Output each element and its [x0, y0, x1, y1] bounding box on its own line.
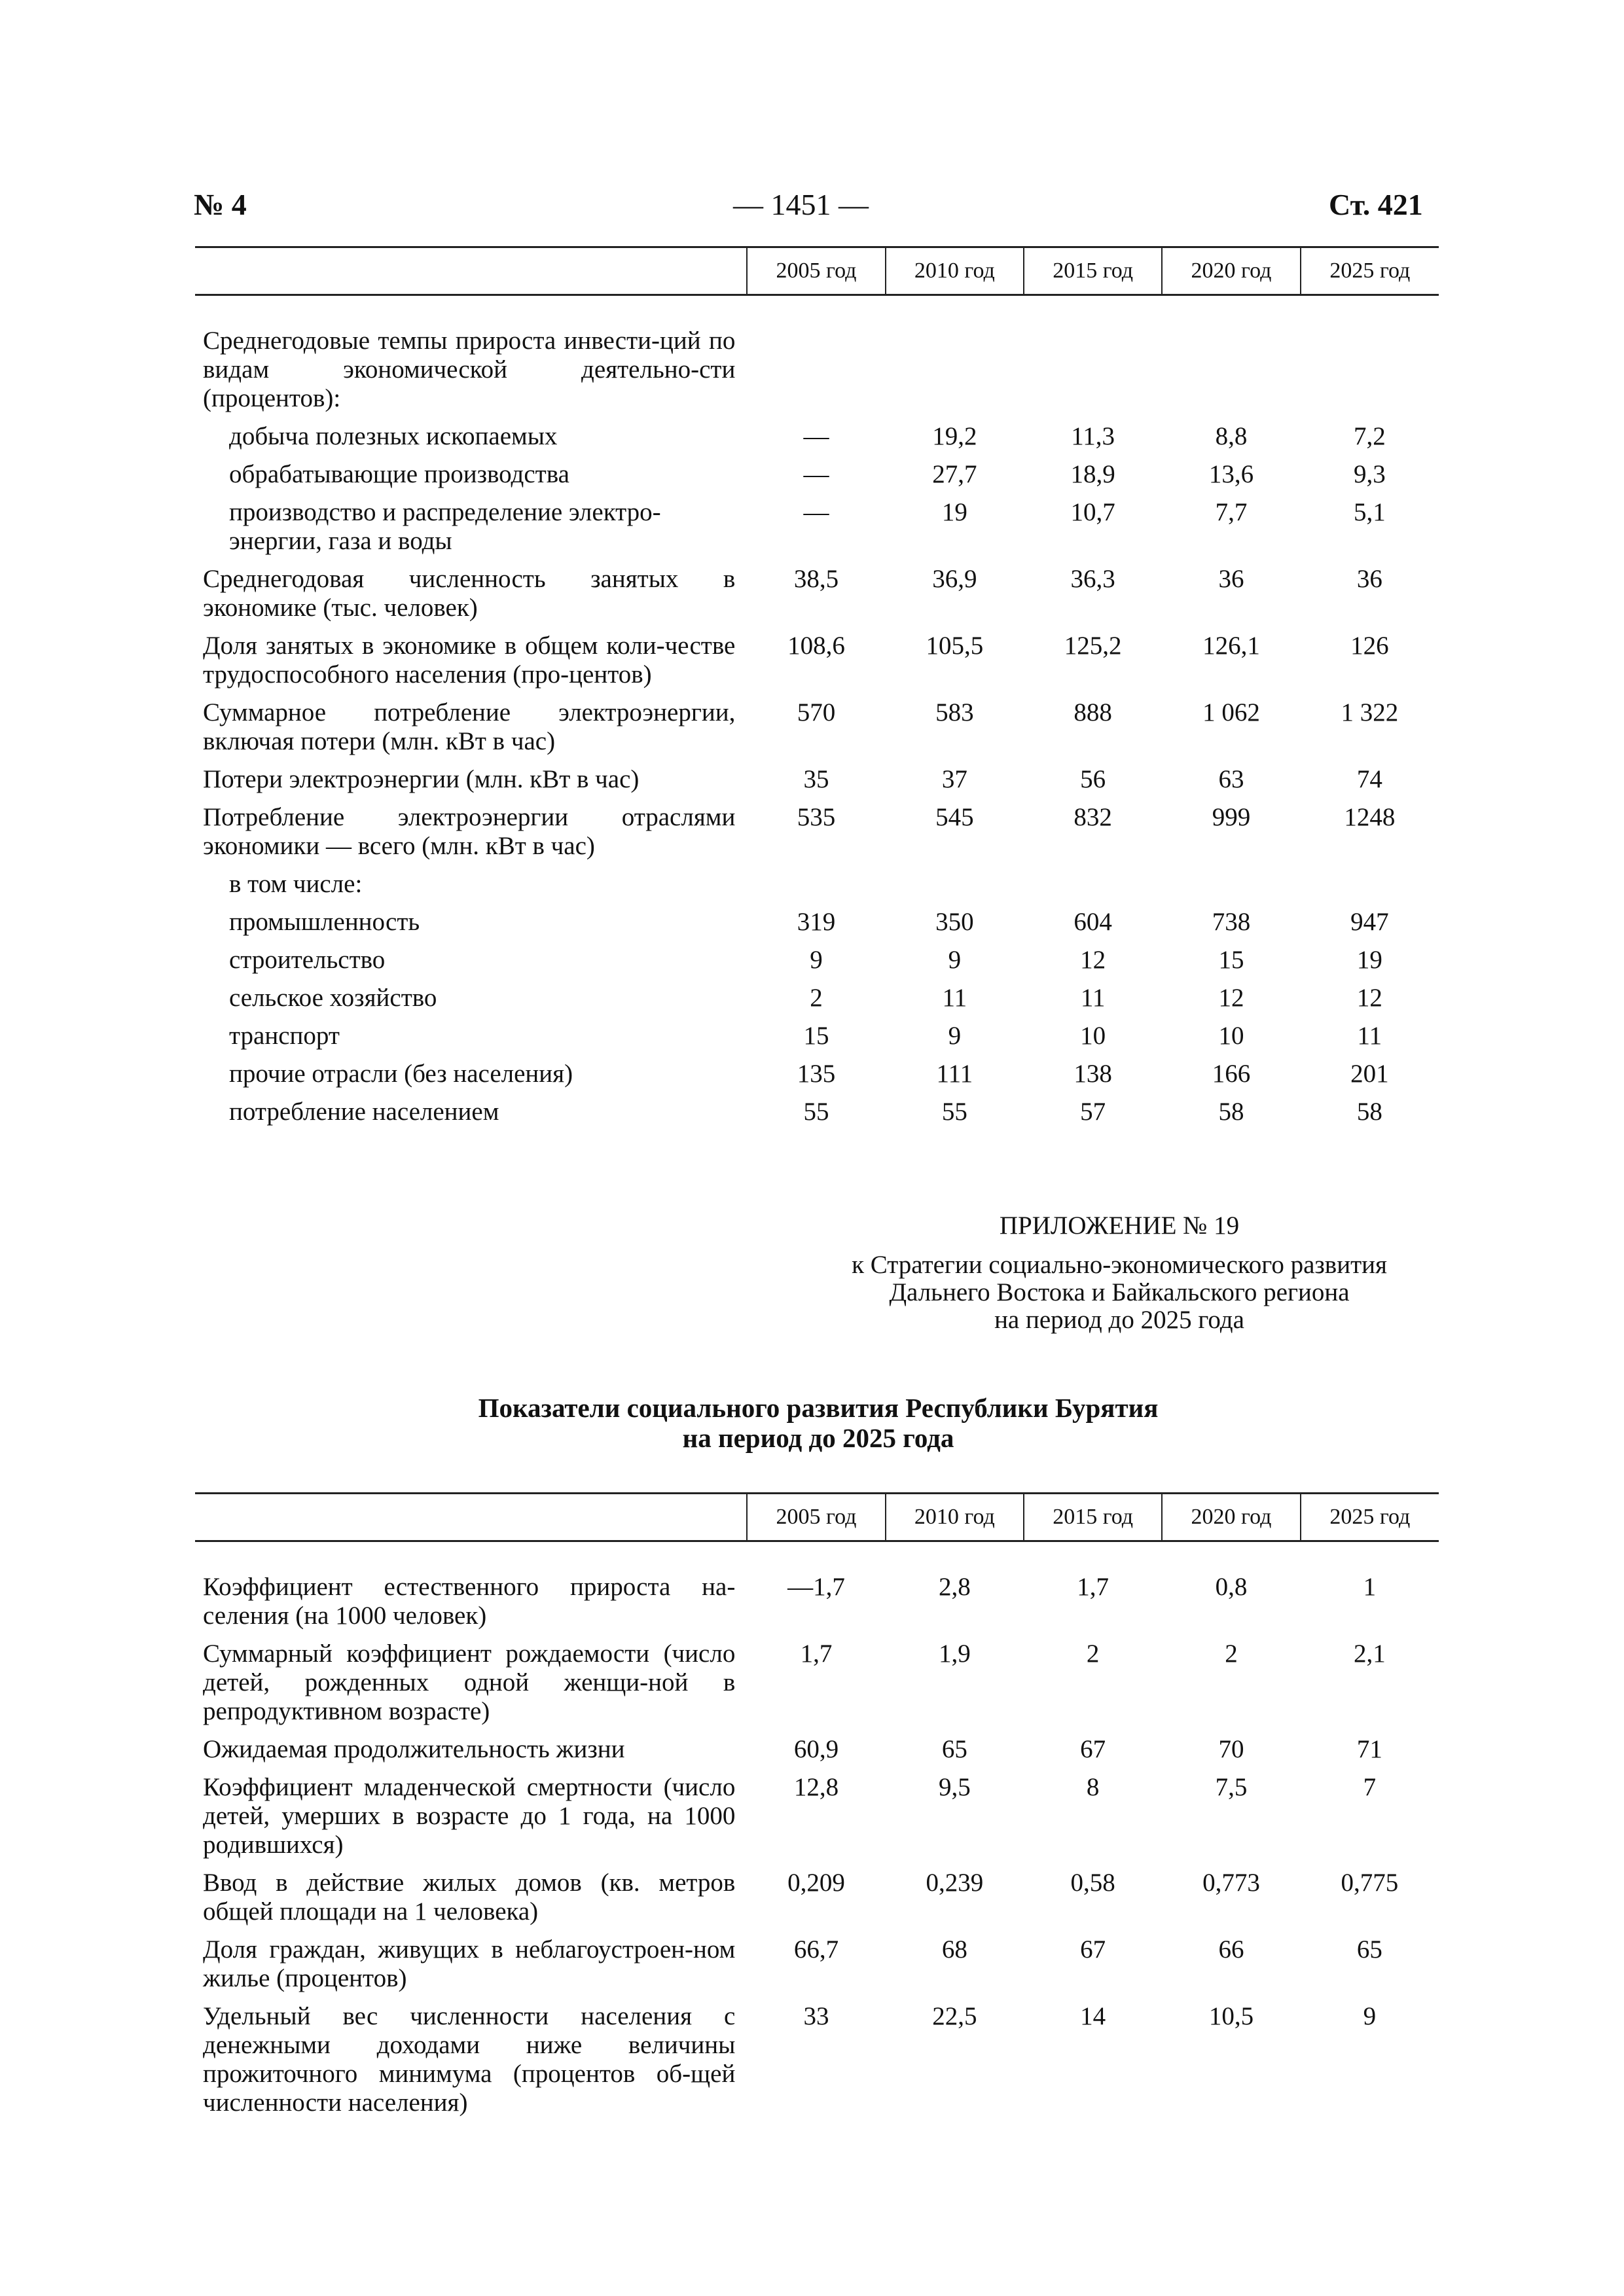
value-cell	[1301, 865, 1439, 903]
value-cell: 105,5	[926, 632, 984, 660]
value-cell: 19	[1356, 946, 1382, 974]
value-cell: 57	[1080, 1098, 1106, 1126]
value-cell: 10,5	[1208, 2002, 1254, 2030]
table-row	[195, 903, 1439, 941]
value-cell: 33	[803, 2002, 829, 2030]
value-cell: 832	[1074, 803, 1112, 831]
value-cell: 18,9	[1070, 460, 1115, 488]
row-label: потребление населением	[229, 1098, 499, 1126]
table-row	[195, 941, 1439, 979]
table-row	[195, 1568, 1439, 1635]
value-cell: 8	[1086, 1773, 1100, 1801]
value-cell: —	[803, 422, 829, 450]
row-label: Коэффициент естественного прироста на-селения (на 1000 человек)	[203, 1573, 736, 1630]
value-cell: 13,6	[1208, 460, 1254, 488]
year-header: 2005 год	[747, 1494, 885, 1541]
row-label: промышленность	[229, 908, 420, 936]
value-cell: 201	[1350, 1060, 1389, 1088]
value-cell: 947	[1350, 908, 1389, 936]
row-label: строительство	[229, 946, 386, 974]
value-cell: 319	[797, 908, 836, 936]
value-cell: 166	[1212, 1060, 1251, 1088]
table-row	[195, 627, 1439, 694]
value-cell: 10	[1080, 1022, 1106, 1050]
value-cell: 12	[1218, 984, 1244, 1012]
value-cell: 7,2	[1353, 422, 1386, 450]
value-cell: 9	[948, 1022, 962, 1050]
value-cell: 583	[935, 698, 974, 726]
row-label: обрабатывающие производства	[229, 460, 569, 488]
table-spacer-row	[195, 295, 1439, 323]
value-cell: 111	[936, 1060, 973, 1088]
row-label: Доля граждан, живущих в неблагоустроен-ном жилье (процентов)	[203, 1935, 736, 1992]
value-cell: 888	[1074, 698, 1112, 726]
value-cell: 38,5	[793, 565, 839, 593]
row-label: Доля занятых в экономике в общем коли-честве трудоспособного населения (про-центов)	[203, 632, 736, 689]
year-header: 2010 год	[886, 1494, 1024, 1541]
value-cell: 36	[1356, 565, 1382, 593]
value-cell: 350	[935, 908, 974, 936]
issue-number: № 4	[194, 188, 247, 221]
table-row	[195, 979, 1439, 1017]
table-header-row	[195, 1494, 1439, 1541]
value-cell: 15	[1218, 946, 1244, 974]
value-cell	[1301, 322, 1439, 418]
value-cell: 0,239	[926, 1869, 984, 1897]
value-cell: 7,5	[1215, 1773, 1248, 1801]
table-body	[195, 295, 1439, 1132]
value-cell: 125,2	[1064, 632, 1122, 660]
row-label: Ожидаемая продолжительность жизни	[203, 1735, 625, 1763]
value-cell: 11	[1357, 1022, 1382, 1050]
value-cell: 66,7	[793, 1935, 839, 1964]
row-label: Среднегодовые темпы прироста инвести-ций по видам экономической деятельно-сти (процентов):	[203, 327, 736, 412]
header-blank-cell	[195, 247, 747, 295]
value-cell: 74	[1356, 765, 1382, 793]
table-row	[195, 456, 1439, 493]
table-row	[195, 1998, 1439, 2122]
table-row	[195, 1731, 1439, 1768]
table-body	[195, 1541, 1439, 2123]
appendix-line: к Стратегии социально-экономического развития	[852, 1251, 1387, 1279]
value-cell	[1024, 322, 1162, 418]
value-cell: 738	[1212, 908, 1251, 936]
value-cell: 37	[941, 765, 967, 793]
value-cell	[1024, 865, 1162, 903]
section-title	[393, 1393, 1244, 1453]
value-cell: 9	[1363, 2002, 1377, 2030]
value-cell: 27,7	[932, 460, 977, 488]
value-cell: 60,9	[793, 1735, 839, 1763]
value-cell: 1,7	[1077, 1573, 1110, 1601]
value-cell: 2,8	[938, 1573, 971, 1601]
value-cell: 1248	[1344, 803, 1396, 831]
value-cell: 9,3	[1353, 460, 1386, 488]
value-cell	[1162, 865, 1300, 903]
value-cell: 36,9	[932, 565, 977, 593]
table-row	[195, 1017, 1439, 1055]
value-cell	[886, 865, 1024, 903]
row-label: добыча полезных ископаемых	[229, 422, 558, 450]
value-cell: 65	[941, 1735, 967, 1763]
appendix-reference	[805, 1251, 1434, 1334]
value-cell: 545	[935, 803, 974, 831]
value-cell: 1 062	[1202, 698, 1260, 726]
table-row	[195, 798, 1439, 865]
value-cell: 11,3	[1071, 422, 1115, 450]
year-header: 2015 год	[1024, 1494, 1162, 1541]
table-row	[195, 1093, 1439, 1131]
value-cell: 22,5	[932, 2002, 977, 2030]
row-label: Среднегодовая численность занятых в экономике (тыс. человек)	[203, 565, 736, 622]
value-cell: 135	[797, 1060, 836, 1088]
table-row	[195, 1768, 1439, 1864]
value-cell: 10	[1218, 1022, 1244, 1050]
article-number: Ст. 421	[1329, 188, 1423, 221]
value-cell: 11	[1080, 984, 1106, 1012]
table-row	[195, 560, 1439, 627]
table-row	[195, 1864, 1439, 1931]
value-cell: —	[803, 460, 829, 488]
row-label: Удельный вес численности населения с денежными доходами ниже величины прожиточного минимума (процентов об-щей численности населения)	[203, 2002, 736, 2117]
value-cell: 2	[1086, 1640, 1100, 1668]
value-cell: 126,1	[1202, 632, 1260, 660]
spacer-cell	[195, 295, 1439, 323]
year-header: 2020 год	[1162, 247, 1300, 295]
value-cell: 65	[1356, 1935, 1382, 1964]
year-header: 2010 год	[886, 247, 1024, 295]
value-cell: 67	[1080, 1735, 1106, 1763]
value-cell: 56	[1080, 765, 1106, 793]
row-label: прочие отрасли (без населения)	[229, 1060, 573, 1088]
value-cell	[1162, 322, 1300, 418]
year-header: 2005 год	[747, 247, 885, 295]
row-label: Потребление электроэнергии отраслями экономики — всего (млн. кВт в час)	[203, 803, 736, 860]
value-cell: 70	[1218, 1735, 1244, 1763]
spacer-cell	[195, 1541, 1439, 1569]
value-cell: 67	[1080, 1935, 1106, 1964]
value-cell: 58	[1218, 1098, 1244, 1126]
value-cell: 9	[810, 946, 823, 974]
value-cell: 12	[1356, 984, 1382, 1012]
value-cell: 63	[1218, 765, 1244, 793]
value-cell	[747, 322, 885, 418]
value-cell: 8,8	[1215, 422, 1248, 450]
value-cell: 58	[1356, 1098, 1382, 1126]
row-label: Потери электроэнергии (млн. кВт в час)	[203, 765, 640, 793]
value-cell: 12	[1080, 946, 1106, 974]
row-label: Суммарное потребление электроэнергии, включая потери (млн. кВт в час)	[203, 698, 736, 755]
value-cell: 7,7	[1215, 498, 1248, 526]
value-cell: 12,8	[793, 1773, 839, 1801]
value-cell: 19	[941, 498, 967, 526]
value-cell: 9	[948, 946, 962, 974]
value-cell: 0,8	[1215, 1573, 1248, 1601]
value-cell: 19,2	[932, 422, 977, 450]
value-cell: 604	[1074, 908, 1112, 936]
appendix-title: ПРИЛОЖЕНИЕ № 19	[999, 1211, 1240, 1240]
value-cell: 0,775	[1341, 1869, 1399, 1897]
value-cell: 126	[1350, 632, 1389, 660]
value-cell: —1,7	[787, 1573, 845, 1601]
value-cell: 0,58	[1070, 1869, 1115, 1897]
value-cell	[886, 322, 1024, 418]
appendix-line: Дальнего Востока и Байкальского региона	[889, 1278, 1350, 1306]
value-cell: 68	[941, 1935, 967, 1964]
page-number: — 1451 —	[733, 188, 869, 221]
table-row	[195, 418, 1439, 456]
row-label: Ввод в действие жилых домов (кв. метров общей площади на 1 человека)	[203, 1869, 736, 1926]
table-spacer-row	[195, 1541, 1439, 1569]
table-row	[195, 1055, 1439, 1093]
value-cell: 35	[803, 765, 829, 793]
value-cell: 1,7	[800, 1640, 833, 1668]
value-cell: 1 322	[1341, 698, 1399, 726]
value-cell: 36	[1218, 565, 1244, 593]
appendix-line: на период до 2025 года	[994, 1306, 1244, 1334]
value-cell: 10,7	[1070, 498, 1115, 526]
value-cell: 570	[797, 698, 836, 726]
value-cell: 999	[1212, 803, 1251, 831]
table-row	[195, 865, 1439, 903]
row-label: производство и распределение электро-энергии, газа и воды	[229, 498, 661, 555]
value-cell: 5,1	[1353, 498, 1386, 526]
value-cell: 36,3	[1070, 565, 1115, 593]
year-header: 2025 год	[1301, 247, 1439, 295]
value-cell: 9,5	[938, 1773, 971, 1801]
value-cell: 7	[1363, 1773, 1377, 1801]
value-cell: 0,773	[1202, 1869, 1260, 1897]
table-row	[195, 322, 1439, 418]
value-cell: 71	[1356, 1735, 1382, 1763]
value-cell: 1	[1363, 1573, 1377, 1601]
value-cell: 2	[810, 984, 823, 1012]
value-cell: 55	[803, 1098, 829, 1126]
row-label: транспорт	[229, 1022, 340, 1050]
value-cell: 1,9	[938, 1640, 971, 1668]
table-header-row	[195, 247, 1439, 295]
value-cell: 108,6	[787, 632, 845, 660]
social-indicators-table	[195, 1492, 1439, 2122]
year-header: 2025 год	[1301, 1494, 1439, 1541]
table-row	[195, 761, 1439, 798]
section-title-line: на период до 2025 года	[682, 1423, 954, 1453]
investment-energy-table	[195, 246, 1439, 1131]
value-cell: 66	[1218, 1935, 1244, 1964]
value-cell: 2,1	[1353, 1640, 1386, 1668]
table-row	[195, 694, 1439, 761]
value-cell: —	[803, 498, 829, 526]
value-cell: 138	[1074, 1060, 1112, 1088]
value-cell: 535	[797, 803, 836, 831]
year-header: 2020 год	[1162, 1494, 1300, 1541]
table-row	[195, 1635, 1439, 1731]
table-row	[195, 1931, 1439, 1998]
row-label: Суммарный коэффициент рождаемости (число детей, рожденных одной женщи-ной в репродуктивном возрасте)	[203, 1640, 736, 1725]
value-cell: 14	[1080, 2002, 1106, 2030]
value-cell: 2	[1225, 1640, 1238, 1668]
value-cell: 0,209	[787, 1869, 845, 1897]
header-blank-cell	[195, 1494, 747, 1541]
value-cell	[747, 865, 885, 903]
row-label: в том числе:	[229, 870, 363, 898]
year-header: 2015 год	[1024, 247, 1162, 295]
table-row	[195, 493, 1439, 560]
section-title-line: Показатели социального развития Республики Бурятия	[478, 1393, 1159, 1423]
row-label: Коэффициент младенческой смертности (число детей, умерших в возрасте до 1 года, на 1000 родившихся)	[203, 1773, 736, 1859]
row-label: сельское хозяйство	[229, 984, 437, 1012]
value-cell: 11	[942, 984, 967, 1012]
value-cell: 15	[803, 1022, 829, 1050]
value-cell: 55	[941, 1098, 967, 1126]
